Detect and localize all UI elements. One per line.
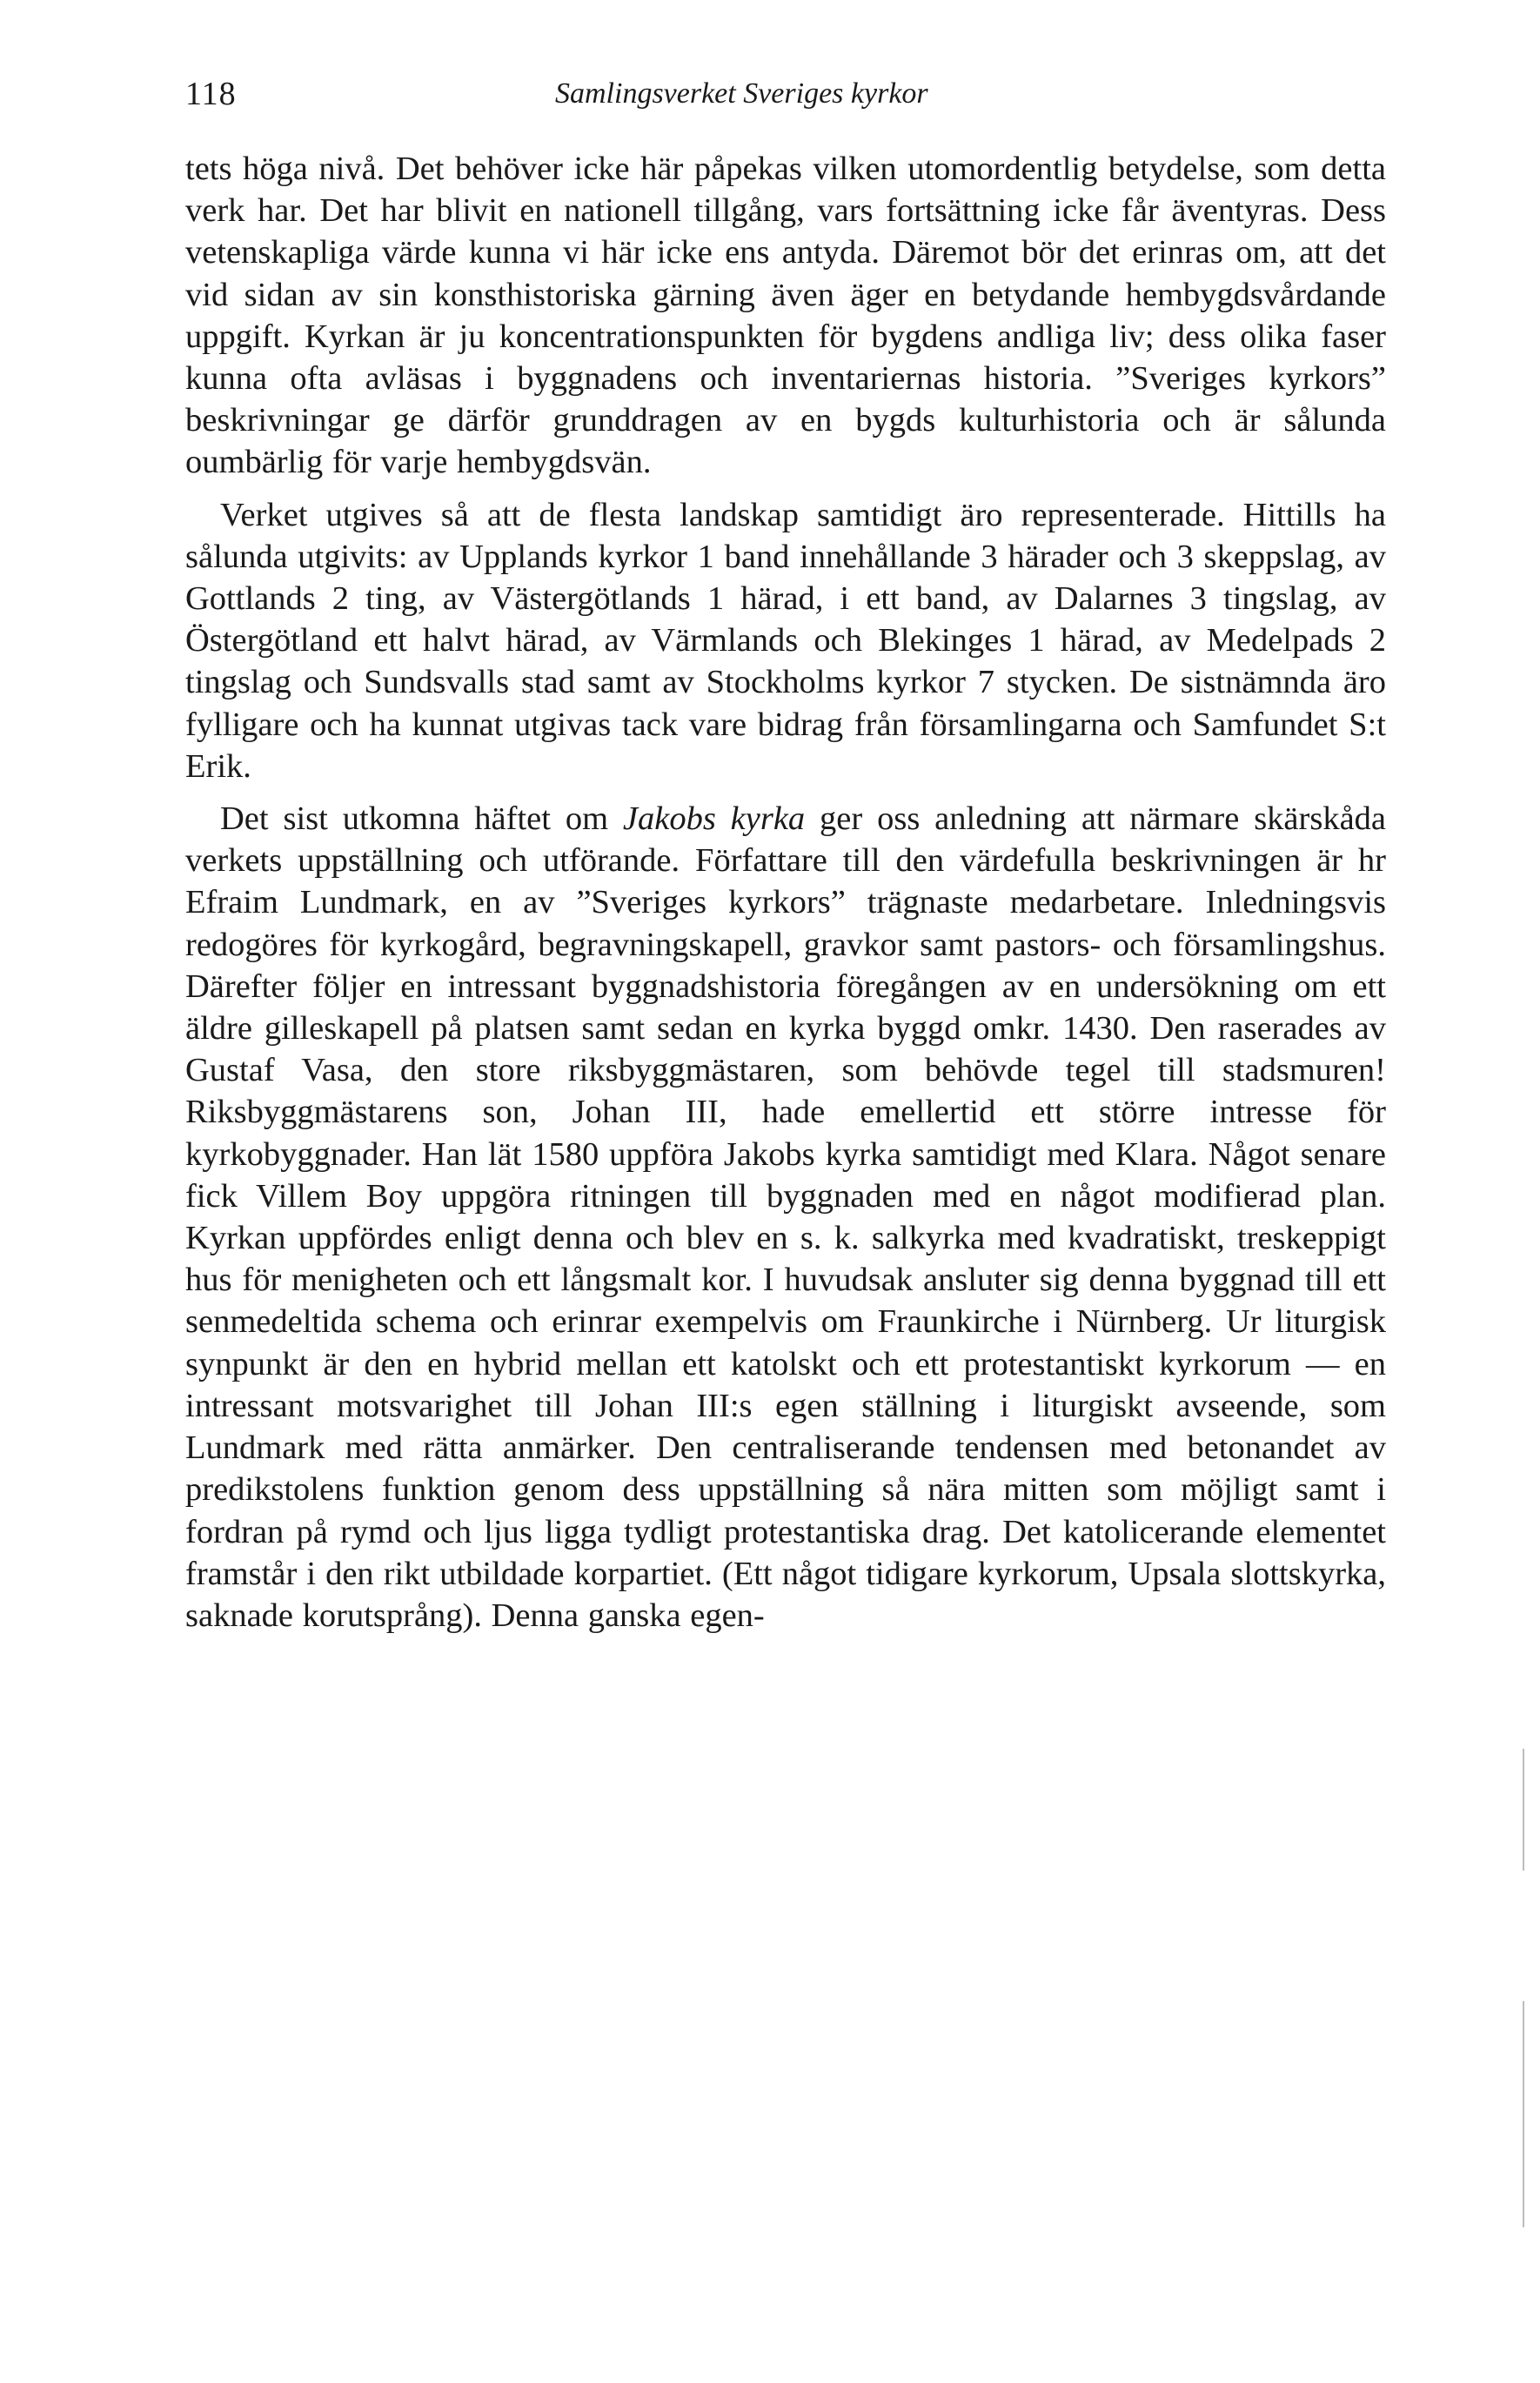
paragraph-3 [185, 798, 1386, 1637]
page-number: 118 [185, 76, 237, 112]
body-text [185, 148, 1386, 1637]
paragraph-1: tets höga nivå. Det behöver icke här påpekas vilken utomordentlig betydelse, som detta verk har. Det har blivit en nationell tillgång, vars fortsättning icke får äventyras. Dess vetenskapliga värde kunna vi här icke ens antyda. Däremot bör det erinras om, att det vid sidan av sin konsthistoriska gärning även äger en betydande hembygdsvårdande uppgift. Kyrkan är ju koncentrationspunkten för bygdens andliga liv; dess olika faser kunna ofta avläsas i byggnadens och inventariernas historia. ”Sveriges kyrkors” beskrivningar ge därför grunddragen av en bygds kulturhistoria och är sålunda oumbärlig för varje hembygdsvän. [185, 151, 1386, 481]
church-name-emphasis: Jakobs kyrka [622, 800, 806, 838]
paragraph-3-text-before: Det sist utkomna häftet om [220, 800, 623, 838]
running-title: Samlingsverket Sveriges kyrkor [555, 77, 928, 110]
scan-edge-mark [1523, 1749, 1524, 1871]
page-header [185, 68, 1386, 120]
paragraph-2: Verket utgives så att de flesta landskap samtidigt äro representerade. Hittills ha sålunda utgivits: av Upplands kyrkor 1 band innehållande 3 härader och 3 skeppslag, av Gottlands 2 ting, av Västergötlands 1 härad, i ett band, av Dalarnes 3 tingslag, av Östergötland ett halvt härad, av Värmlands och Blekinges 1 härad, av Medelpads 2 tingslag och Sundsvalls stad samt av Stockholms kyrkor 7 stycken. De sistnämnda äro fylligare och ha kunnat utgivas tack vare bidrag från församlingarna och Samfundet S:t Erik. [185, 496, 1386, 785]
scan-edge-mark [1523, 2001, 1524, 2227]
paragraph-3-text-after: ger oss anledning att närmare skärskåda verkets uppställning och utförande. Författare till den värdefulla beskrivningen är hr Efraim Lundmark, en av ”Sveriges kyrkors” trägnaste medarbetare. Inledningsvis redogöres för kyrkogård, begravningskapell, gravkor samt pastors- och församlingshus. Därefter följer en intressant byggnadshistoria föregången av en undersökning om ett äldre gilleskapell på platsen samt sedan en kyrka byggd omkr. 1430. Den raserades av Gustaf Vasa, den store riksbyggmästaren, som behövde tegel till stadsmuren! Riksbyggmästarens son, Johan III, hade emellertid ett större intresse för kyrkobyggnader. Han lät 1580 uppföra Jakobs kyrka samtidigt med Klara. Något senare fick Villem Boy uppgöra ritningen till byggnaden med en något modifierad plan. Kyrkan uppfördes enligt denna och blev en s. k. salkyrka med kvadratiskt, treskeppigt hus för menigheten och ett långsmalt kor. I huvudsak ansluter sig denna byggnad till ett senmedeltida schema och erinrar exempelvis om Fraunkirche i Nürnberg. Ur liturgisk synpunkt är den en hybrid mellan ett katolskt och ett protestantiskt kyrkorum — en intressant motsvarighet till Johan III:s egen ställning i liturgiskt avseende, som Lundmark med rätta anmärker. Den centraliserande tendensen med betonandet av predikstolens funktion genom dess uppställning så nära mitten som möjligt samt i fordran på rymd och ljus ligga tydligt protestantiska drag. Det katolicerande elementet framstår i den rikt utbildade korpartiet. (Ett något tidigare kyrkorum, Upsala slottskyrka, saknade korutsprång). Denna ganska egen- [185, 800, 1386, 1634]
